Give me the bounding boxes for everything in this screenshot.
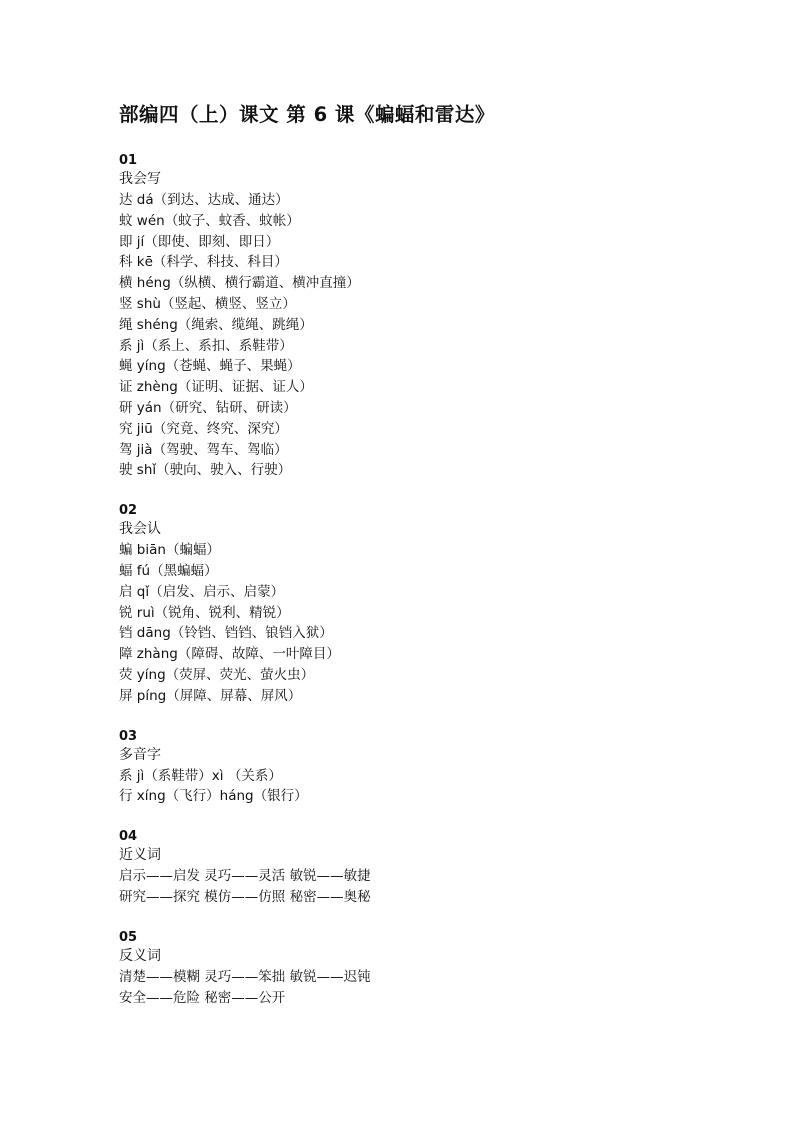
section-number: 03 xyxy=(119,728,138,744)
list-item: 究 jiū（究竟、终究、深究） xyxy=(119,420,288,437)
list-item: 铛 dāng（铃铛、铛铛、锒铛入狱） xyxy=(119,625,333,642)
section-recognize xyxy=(119,502,759,706)
list-item: 驾 jià（驾驶、驾车、驾临） xyxy=(119,441,288,458)
section-number: 04 xyxy=(119,829,138,845)
section-antonyms xyxy=(119,929,759,1009)
document-page xyxy=(119,100,759,1029)
list-item: 研 yán（研究、钻研、研读） xyxy=(119,399,297,416)
section-heading: 我会写 xyxy=(119,171,161,187)
list-item: 安全——危险 秘密——公开 xyxy=(119,989,286,1006)
list-item: 驶 shǐ（驶向、驶入、行驶） xyxy=(119,462,292,479)
list-item: 系 jì（系鞋带）xì （关系） xyxy=(119,767,282,784)
section-synonyms xyxy=(119,828,759,908)
list-item: 达 dá（到达、达成、通达） xyxy=(119,192,289,208)
list-item: 绳 shéng（绳索、缆绳、跳绳） xyxy=(119,316,313,333)
list-item: 蝙 biān（蝙蝠） xyxy=(119,542,220,559)
list-item: 研究——探究 模仿——仿照 秘密——奥秘 xyxy=(119,888,371,905)
list-item: 蝇 yíng（苍蝇、蝇子、果蝇） xyxy=(119,358,301,375)
list-item: 证 zhèng（证明、证据、证人） xyxy=(119,379,313,396)
list-item: 系 jì（系上、系扣、系鞋带） xyxy=(119,337,293,354)
list-item: 荧 yíng（荧屏、荧光、萤火虫） xyxy=(119,666,315,683)
list-item: 科 kē（科学、科技、科目） xyxy=(119,254,288,271)
list-item: 竖 shù（竖起、横竖、竖立） xyxy=(119,295,296,312)
section-writing xyxy=(119,152,759,481)
section-heading: 反义词 xyxy=(119,947,161,964)
list-item: 屏 píng（屏障、屏幕、屏风） xyxy=(119,687,302,704)
list-item: 锐 ruì（锐角、锐利、精锐） xyxy=(119,604,290,621)
list-item: 蝠 fú（黑蝙蝠） xyxy=(119,562,218,579)
list-item: 清楚——模糊 灵巧——笨拙 敏锐——迟钝 xyxy=(119,968,371,985)
section-number: 01 xyxy=(119,153,138,168)
page-title: 部编四（上）课文 第 6 课《蝙蝠和雷达》 xyxy=(119,103,495,126)
section-number: 02 xyxy=(119,503,138,519)
list-item: 行 xíng（飞行）háng（银行） xyxy=(119,788,308,805)
section-polyphones xyxy=(119,728,759,808)
list-item: 启示——启发 灵巧——灵活 敏锐——敏捷 xyxy=(119,868,371,885)
list-item: 蚊 wén（蚊子、蚊香、蚊帐） xyxy=(119,212,300,229)
list-item: 障 zhàng（障碍、故障、一叶障目） xyxy=(119,646,340,663)
list-item: 即 jí（即使、即刻、即日） xyxy=(119,233,280,250)
section-heading: 近义词 xyxy=(119,847,161,864)
list-item: 启 qǐ（启发、启示、启蒙） xyxy=(119,583,285,600)
list-item: 横 héng（纵横、横行霸道、横冲直撞） xyxy=(119,275,360,292)
section-heading: 多音字 xyxy=(119,746,161,763)
section-number: 05 xyxy=(119,929,138,945)
section-heading: 我会认 xyxy=(119,521,161,538)
